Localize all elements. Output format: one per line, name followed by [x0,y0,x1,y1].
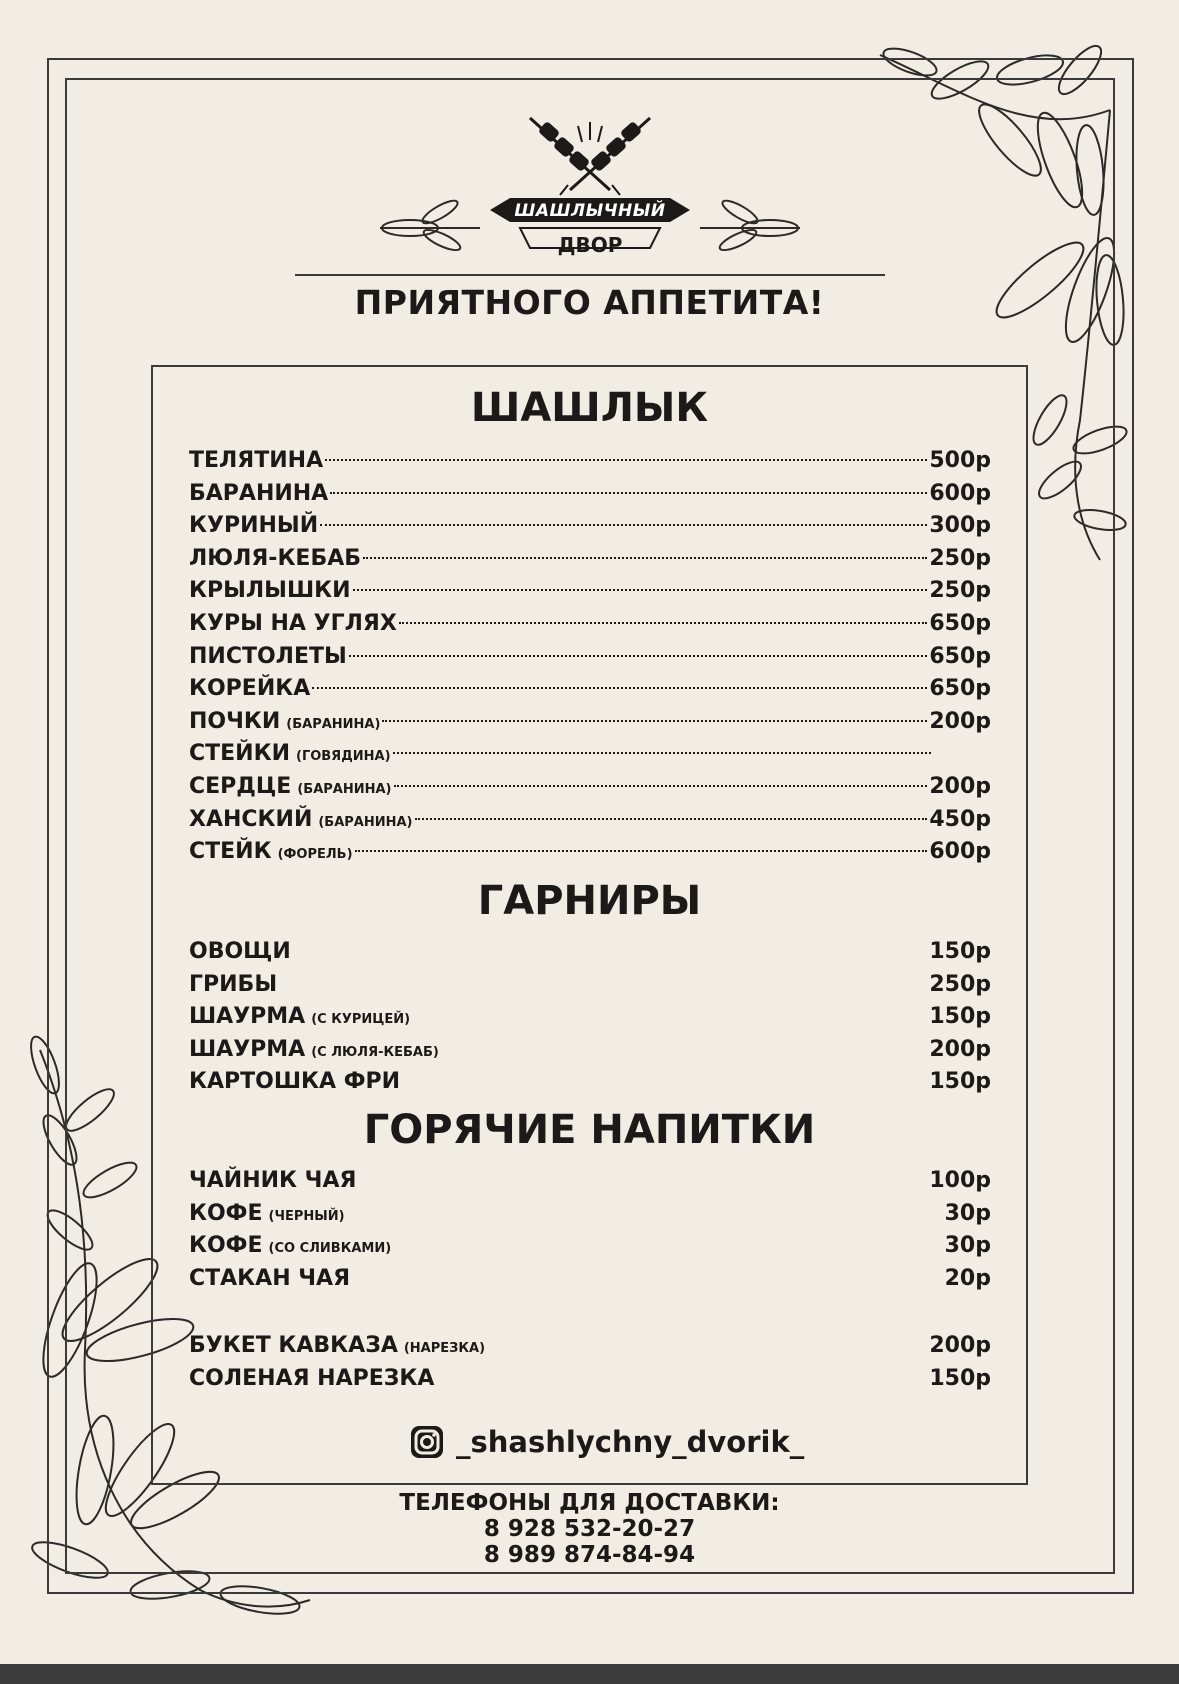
menu-item-name: КАРТОШКА ФРИ [189,1069,401,1095]
menu-item-name: ТЕЛЯТИНА [189,448,324,473]
menu-item-name: СОЛЕНАЯ НАРЕЗКА [189,1365,435,1391]
menu-item [189,970,991,1000]
section-title-shashlik: ШАШЛЫК [470,385,709,431]
menu-item-name: КОРЕЙКА [189,676,311,702]
menu-item [189,1331,991,1361]
delivery-phone-2[interactable]: 8 989 874-84-94 [483,1542,696,1568]
menu-item-name: СЕРДЦЕ [189,774,292,799]
menu-item-name: ЧАЙНИК ЧАЯ [189,1168,357,1193]
menu-item [189,1166,991,1196]
menu-item [189,739,991,769]
menu-item-price: 200р [929,708,991,734]
menu-item-name: СТЕЙК [189,839,272,865]
dot-leader [325,459,927,461]
dot-leader [399,622,928,624]
menu-item [189,674,991,704]
dot-leader [355,850,928,852]
menu-item-name: ПОЧКИ [189,708,281,734]
menu-item [189,1199,991,1229]
menu-item-price: 250р [929,971,991,997]
dot-leader [320,524,927,526]
menu-item-note: (СО СЛИВКАМИ) [268,1241,392,1257]
menu-item-price: 250р [929,545,991,571]
menu-item-note: (БАРАНИНА) [297,782,392,797]
menu-item [189,609,991,639]
menu-item-name: ГРИБЫ [189,971,278,997]
delivery-phone-1[interactable]: 8 928 532-20-27 [483,1516,696,1542]
menu-item-price: 450р [929,806,991,832]
menu-item-note: (БАРАНИНА) [318,814,413,830]
menu-item [189,805,991,835]
menu-item-name: КОФЕ [189,1200,263,1226]
menu-item-price: 650р [929,643,991,669]
menu-item [189,1364,991,1394]
menu-item [189,544,991,574]
menu-item-note: (БАРАНИНА) [286,716,381,732]
menu-item-name: ХАНСКИЙ [189,806,313,832]
dot-leader [353,589,928,591]
delivery-title: ТЕЛЕФОНЫ ДЛЯ ДОСТАВКИ: [399,1490,780,1516]
menu-item-price: 300р [929,513,991,539]
section-title-drinks: ГОРЯЧИЕ НАПИТКИ [363,1107,816,1153]
menu-item [189,1035,991,1065]
menu-item-name: СТАКАН ЧАЯ [189,1265,351,1291]
menu-item-price: 150р [929,1365,991,1391]
menu-item-name: ШАУРМА [189,1004,306,1030]
menu-item-name: КУРИНЫЙ [189,513,319,539]
menu-item [189,772,991,802]
menu-item-name: КУРЫ НА УГЛЯХ [189,611,397,636]
menu-item [189,642,991,672]
menu-item [189,837,991,867]
menu-item-note: (НАРЕЗКА) [403,1341,486,1356]
menu-item-name: БУКЕТ КАВКАЗА [189,1333,398,1358]
menu-item-name: БАРАНИНА [189,480,329,506]
dot-leader [312,687,927,689]
section-title-garnish: ГАРНИРЫ [477,878,702,924]
instagram-handle: _shashlychny_dvorik_ [456,1425,805,1459]
dot-leader [382,720,927,722]
menu-item [189,1002,991,1032]
restaurant-logo [380,100,800,275]
dot-leader [394,785,928,787]
menu-item-note: (С ЛЮЛЯ-КЕБАБ) [311,1044,439,1060]
menu-item-price: 200р [929,1333,991,1358]
menu-item-note: (ГОВЯДИНА) [296,749,391,765]
menu-item [189,511,991,541]
menu-item-note: (ЧЕРНЫЙ) [268,1208,345,1224]
logo-title: ШАШЛЫЧНЫЙ [514,201,666,221]
menu-item-note: (ФОРЕЛЬ) [277,847,353,863]
menu-item-name: ШАУРМА [189,1036,306,1062]
menu-item-price: 600р [929,480,991,506]
menu-item [189,576,991,606]
menu-item [189,1067,991,1097]
menu-item [189,1231,991,1261]
menu-item-name: ПИСТОЛЕТЫ [189,643,347,669]
menu-item-price: 20р [944,1265,991,1291]
menu-item-price: 250р [929,578,991,604]
menu-item-name: КРЫЛЫШКИ [189,578,351,604]
bottom-bar [0,1664,1179,1684]
menu-item-price: 30р [944,1200,991,1226]
menu-item-price: 650р [929,676,991,702]
menu-item-price: 500р [929,448,991,473]
instagram-icon [410,1425,444,1459]
menu-item-price: 150р [929,1069,991,1095]
instagram-link[interactable] [410,1422,804,1462]
menu-item [189,1264,991,1294]
dot-leader [349,655,928,657]
dot-leader [330,492,927,494]
greeting-title: ПРИЯТНОГО АППЕТИТА! [354,283,825,322]
menu-item [189,937,991,967]
menu-item-name: КОФЕ [189,1233,263,1259]
menu-item-price: 30р [944,1233,991,1259]
logo-subtitle: ДВОР [557,233,623,257]
menu-item [189,446,991,476]
dot-leader [393,752,931,754]
menu-item [189,707,991,737]
menu-item-price: 150р [929,939,991,964]
menu-item-price: 200р [929,774,991,799]
menu-item-price: 150р [929,1004,991,1030]
menu-item-note: (С КУРИЦЕЙ) [311,1012,411,1028]
menu-item-name: ЛЮЛЯ-КЕБАБ [189,545,362,571]
menu-item-price: 650р [929,611,991,636]
menu-item-price: 200р [929,1036,991,1062]
menu-item-name: СТЕЙКИ [189,741,290,767]
menu-item-price: 100р [929,1168,991,1193]
dot-leader [415,818,928,820]
dot-leader [363,557,927,559]
menu-item-price: 600р [929,839,991,865]
menu-item [189,479,991,509]
header-divider [295,274,885,276]
menu-item-name: ОВОЩИ [189,939,291,964]
